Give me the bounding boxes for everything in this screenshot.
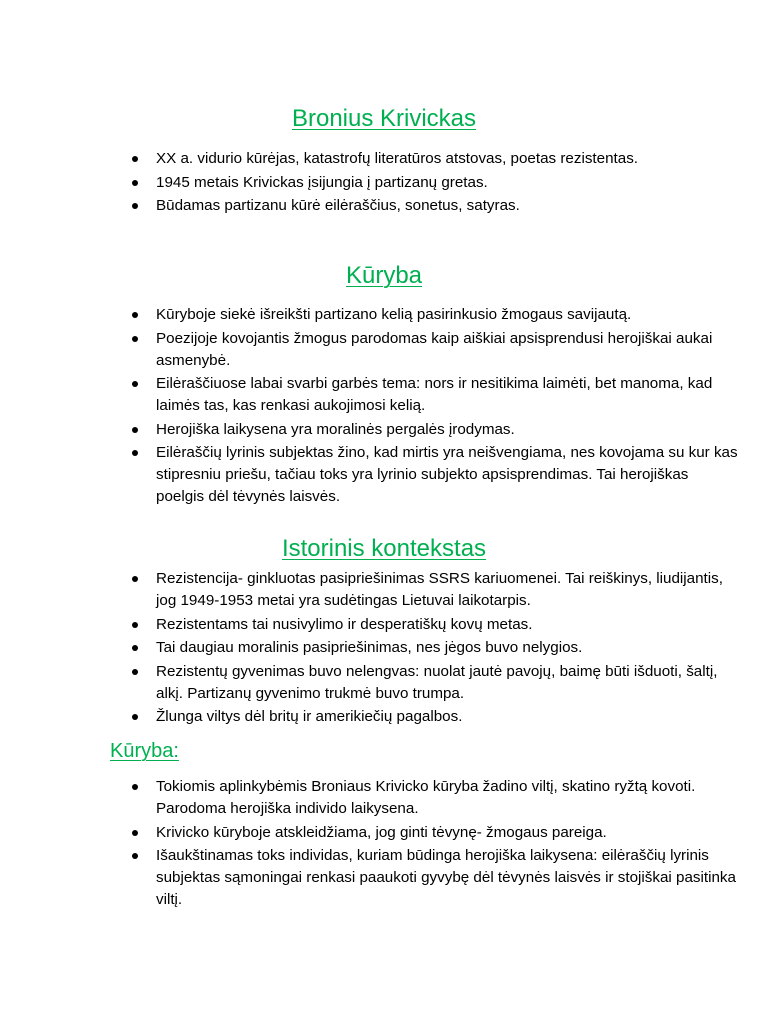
list-item: Krivicko kūryboje atskleidžiama, jog ginti tėvynę- žmogaus pareiga. (118, 822, 738, 844)
list-item: Rezistentams tai nusivylimo ir desperatiškų kovų metas. (118, 614, 738, 636)
section-heading-kuryba-2: Kūryba: (110, 740, 179, 762)
list-item: Žlunga viltys dėl britų ir amerikiečių pagalbos. (118, 706, 738, 728)
list-item: Tokiomis aplinkybėmis Broniaus Krivicko kūryba žadino viltį, skatino ryžtą kovoti. Parodoma herojiška individo laikysena. (118, 776, 738, 820)
list-item: Būdamas partizanu kūrė eilėraščius, sonetus, satyras. (118, 195, 738, 217)
list-item: Rezistencija- ginkluotas pasipriešinimas SSRS kariuomenei. Tai reiškinys, liudijantis, jog 1949-1953 metai yra sudėtingas Lietuvai laikotarpis. (118, 568, 738, 612)
list-item: Išaukštinamas toks individas, kuriam būdinga herojiška laikysena: eilėraščių lyrinis subjektas sąmoningai renkasi paaukoti gyvybę dėl tėvynės laisvės ir stojiškai pasitinka viltį. (118, 845, 738, 911)
list-item: Herojiška laikysena yra moralinės pergalės įrodymas. (118, 419, 738, 441)
list-item: Eilėraščiuose labai svarbi garbės tema: nors ir nesitikima laimėti, bet manoma, kad laimės tas, kas renkasi aukojimosi kelią. (118, 373, 738, 417)
list-item: Poezijoje kovojantis žmogus parodomas kaip aiškiai apsisprendusi herojiškai aukai asmenybė. (118, 328, 738, 372)
section-heading-bronius-krivickas: Bronius Krivickas (291, 105, 477, 132)
bullet-icon (132, 669, 138, 675)
bullet-icon (132, 853, 138, 859)
bullet-list-kuryba (118, 304, 738, 510)
bullet-icon (132, 576, 138, 582)
list-item: Kūryboje siekė išreikšti partizano kelią pasirinkusio žmogaus savijautą. (118, 304, 738, 326)
bullet-list-biography (118, 148, 738, 219)
bullet-icon (132, 381, 138, 387)
bullet-icon (132, 645, 138, 651)
bullet-icon (132, 336, 138, 342)
list-item: 1945 metais Krivickas įsijungia į partizanų gretas. (118, 172, 738, 194)
bullet-icon (132, 622, 138, 628)
bullet-list-istorinis-kontekstas (118, 568, 738, 730)
bullet-list-kuryba-2 (118, 776, 738, 913)
bullet-icon (132, 180, 138, 186)
bullet-icon (132, 784, 138, 790)
list-item: XX a. vidurio kūrėjas, katastrofų literatūros atstovas, poetas rezistentas. (118, 148, 738, 170)
bullet-icon (132, 450, 138, 456)
bullet-icon (132, 156, 138, 162)
section-heading-kuryba: Kūryba (345, 262, 423, 289)
bullet-icon (132, 714, 138, 720)
bullet-icon (132, 427, 138, 433)
bullet-icon (132, 203, 138, 209)
list-item: Rezistentų gyvenimas buvo nelengvas: nuolat jautė pavojų, baimę būti išduoti, šaltį, alkį. Partizanų gyvenimo trukmė buvo trumpa. (118, 661, 738, 705)
bullet-icon (132, 312, 138, 318)
list-item: Tai daugiau moralinis pasipriešinimas, nes jėgos buvo nelygios. (118, 637, 738, 659)
section-heading-istorinis-kontekstas: Istorinis kontekstas (281, 535, 487, 562)
list-item: Eilėraščių lyrinis subjektas žino, kad mirtis yra neišvengiama, nes kovojama su kur kas stipresniu priešu, tačiau toks yra lyrinio subjekto apsisprendimas. Tai herojiškas poelgis dėl tėvynės laisvės. (118, 442, 738, 508)
bullet-icon (132, 830, 138, 836)
